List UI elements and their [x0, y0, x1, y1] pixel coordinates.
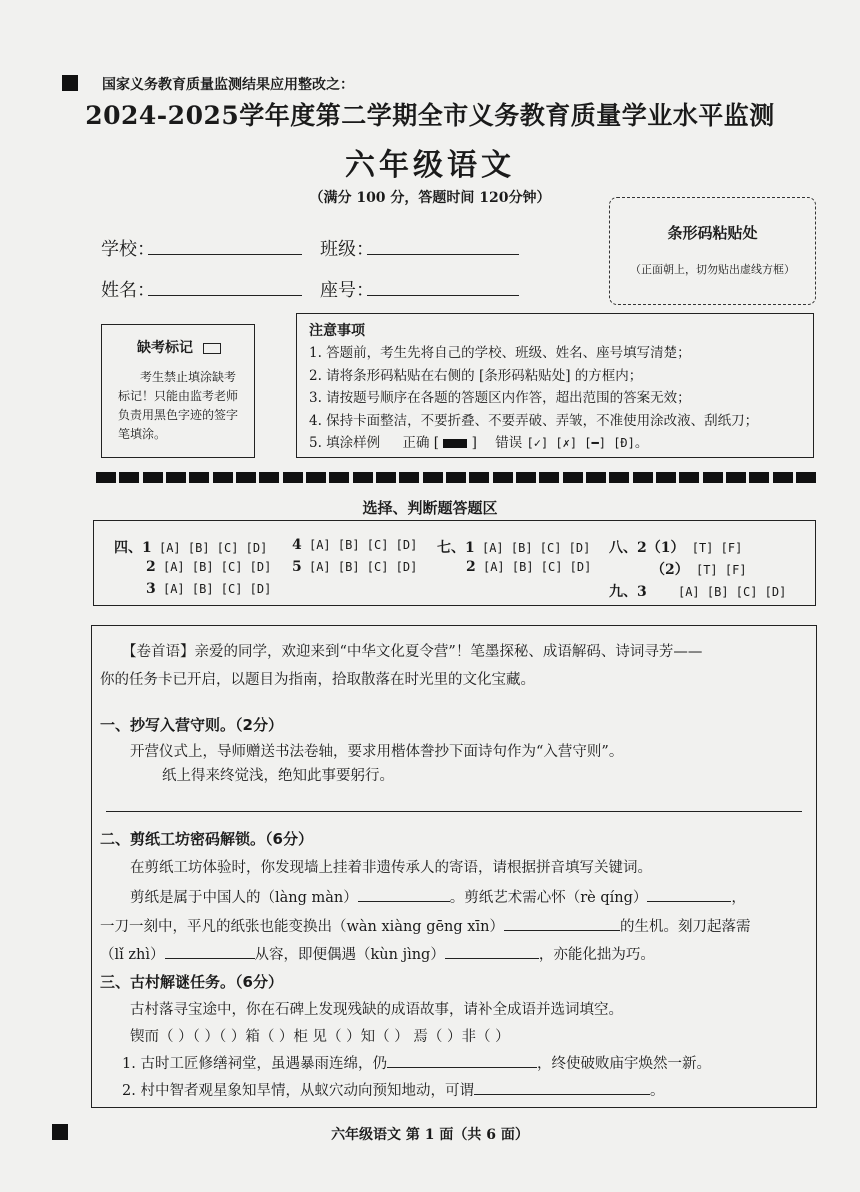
section-3-title: 三、古村解谜任务。（6分） — [100, 973, 283, 991]
blank-li-zhi[interactable] — [165, 943, 255, 959]
notes-item-1: 1. 答题前，考生先将自己的学校、班级、姓名、座号填写清楚； — [309, 345, 691, 361]
q4-4-options[interactable]: 4 [A] [B] [C] [D] — [292, 537, 418, 553]
q4-2-options[interactable]: 2 [A] [B] [C] [D] — [146, 559, 272, 575]
registration-mark-top — [62, 75, 78, 91]
name-field[interactable] — [148, 295, 302, 296]
section-1-poem: 纸上得来终觉浅，绝知此事要躬行。 — [162, 768, 394, 784]
sample-correct-end: ] — [471, 435, 477, 451]
blank-re-qing[interactable] — [647, 886, 731, 902]
barcode-area — [609, 197, 816, 305]
mcq-answer-box — [93, 520, 816, 606]
name-label: 姓名： — [101, 280, 155, 301]
section-3-idioms[interactable]: 锲而（ ）（ ）（ ）箱（ ）柜 见（ ）知（ ） 焉（ ）非（ ） — [130, 1029, 510, 1045]
section-3-desc: 古村落寻宝途中，你在石碑上发现残缺的成语故事，请补全成语并选词填空。 — [130, 1002, 623, 1018]
seat-label: 座号： — [320, 280, 374, 301]
section-3-q1: 1. 古时工匠修缮祠堂，虽遇暴雨连绵，仍 ，终使破败庙宇焕然一新。 — [122, 1052, 711, 1073]
school-label: 学校： — [101, 239, 155, 260]
section-2-title: 二、剪纸工坊密码解锁。（6分） — [100, 830, 313, 848]
sample-correct: 正确 [ — [402, 435, 440, 451]
q7-1-options[interactable]: 七、1 [A] [B] [C] [D] — [437, 540, 591, 556]
section-1-answer-line[interactable] — [106, 811, 802, 812]
blank-wan-xiang-geng-xin[interactable] — [504, 915, 620, 931]
absent-mark-text-3: 负责用黑色字迹的签字 — [118, 408, 239, 422]
q7-2-options[interactable]: 2 [A] [B] [C] [D] — [466, 559, 592, 575]
q4-1-options[interactable]: 四、1 [A] [B] [C] [D] — [114, 540, 268, 556]
section-1-desc: 开营仪式上，导师赠送书法卷轴，要求用楷体誊抄下面诗句作为“入营守则”。 — [130, 744, 624, 760]
notes-item-2: 2. 请将条形码粘贴在右侧的 [条形码粘贴处] 的方框内； — [309, 367, 643, 384]
question-content-box — [91, 625, 817, 1108]
blank-q3-2[interactable] — [474, 1079, 650, 1095]
sample-end: 。 — [634, 435, 649, 451]
absent-mark-text-2: 标记！只能由监考老师 — [118, 389, 239, 403]
sample-wrong: 错误 — [495, 435, 523, 451]
section-1-title: 一、抄写入营守则。（2分） — [100, 716, 283, 734]
absent-mark-text-1: 考生禁止填涂缺考 — [140, 370, 237, 384]
sample-prefix: 5. 填涂样例 — [309, 435, 381, 451]
section-2-desc: 在剪纸工坊体验时，你发现墙上挂着非遗传承人的寄语，请根据拼音填写关键词。 — [130, 860, 652, 876]
notes-item-5 — [309, 432, 803, 455]
q4-5-options[interactable]: 5 [A] [B] [C] [D] — [292, 559, 418, 575]
seat-field[interactable] — [367, 295, 519, 296]
blank-lang-man[interactable] — [358, 886, 450, 902]
barcode-note: （正面朝上，切勿贴出虚线方框） — [630, 263, 795, 276]
score-info: （满分 100 分，答题时间 120分钟） — [309, 190, 551, 206]
class-label: 班级： — [320, 239, 374, 260]
notes-item-3: 3. 请按题号顺序在各题的答题区内作答，超出范围的答案无效； — [309, 390, 691, 406]
supertitle: 国家义务教育质量监测结果应用整改之： — [102, 77, 354, 93]
sample-correct-fill — [443, 439, 467, 448]
sample-wrong-marks: [✓] [✗] [━] [Ð] — [526, 436, 635, 450]
dashed-separator — [96, 472, 816, 483]
notes-title: 注意事项 — [309, 323, 365, 339]
section-2-line-1: 剪纸是属于中国人的（làng màn） 。剪纸艺术需心怀（rè qíng） ， — [130, 886, 746, 907]
absent-checkbox[interactable] — [203, 343, 221, 354]
q9-3-options[interactable]: 九、3 [A] [B] [C] [D] — [609, 584, 787, 600]
q8-2-1-options[interactable]: 八、2（1） [T] [F] — [609, 540, 743, 556]
class-field[interactable] — [367, 254, 519, 255]
absent-mark-text-4: 笔填涂。 — [118, 427, 167, 441]
section-2-line-3: （lǐ zhì） 从容，即便偶遇（kùn jìng） ，亦能化拙为巧。 — [100, 943, 655, 964]
notes-item-4: 4. 保持卡面整洁，不要折叠、不要弄破、弄皱，不准使用涂改液、刮纸刀； — [309, 412, 759, 429]
intro-line-2: 你的任务卡已开启，以题目为指南，拾取散落在时光里的文化宝藏。 — [100, 672, 535, 688]
absent-mark-title: 缺考标记 — [137, 340, 193, 356]
blank-kun-jing[interactable] — [445, 943, 539, 959]
intro-line-1: 【卷首语】亲爱的同学，欢迎来到“中华文化夏令营”！笔墨探秘、成语解码、诗词寻芳—— — [122, 644, 703, 660]
exam-subject: 六年级语文 — [345, 148, 515, 183]
q4-3-options[interactable]: 3 [A] [B] [C] [D] — [146, 581, 272, 597]
mcq-section-title: 选择、判断题答题区 — [362, 499, 498, 517]
blank-q3-1[interactable] — [387, 1052, 537, 1068]
q8-2-2-options[interactable]: （2） [T] [F] — [651, 562, 747, 578]
absent-mark-box — [101, 324, 255, 458]
section-2-line-2: 一刀一刻中，平凡的纸张也能变换出（wàn xiàng gēng xīn） 的生机。刻刀起落需 — [100, 915, 750, 936]
page-footer: 六年级语文 第 1 面（共 6 面） — [331, 1127, 529, 1143]
section-3-q2: 2. 村中智者观星象知旱情，从蚁穴动向预知地动，可谓 。 — [122, 1079, 664, 1100]
barcode-title: 条形码粘贴处 — [667, 224, 758, 242]
school-field[interactable] — [148, 254, 302, 255]
notes-box — [296, 313, 814, 458]
exam-title: 2024-2025学年度第二学期全市义务教育质量学业水平监测 — [85, 101, 775, 130]
